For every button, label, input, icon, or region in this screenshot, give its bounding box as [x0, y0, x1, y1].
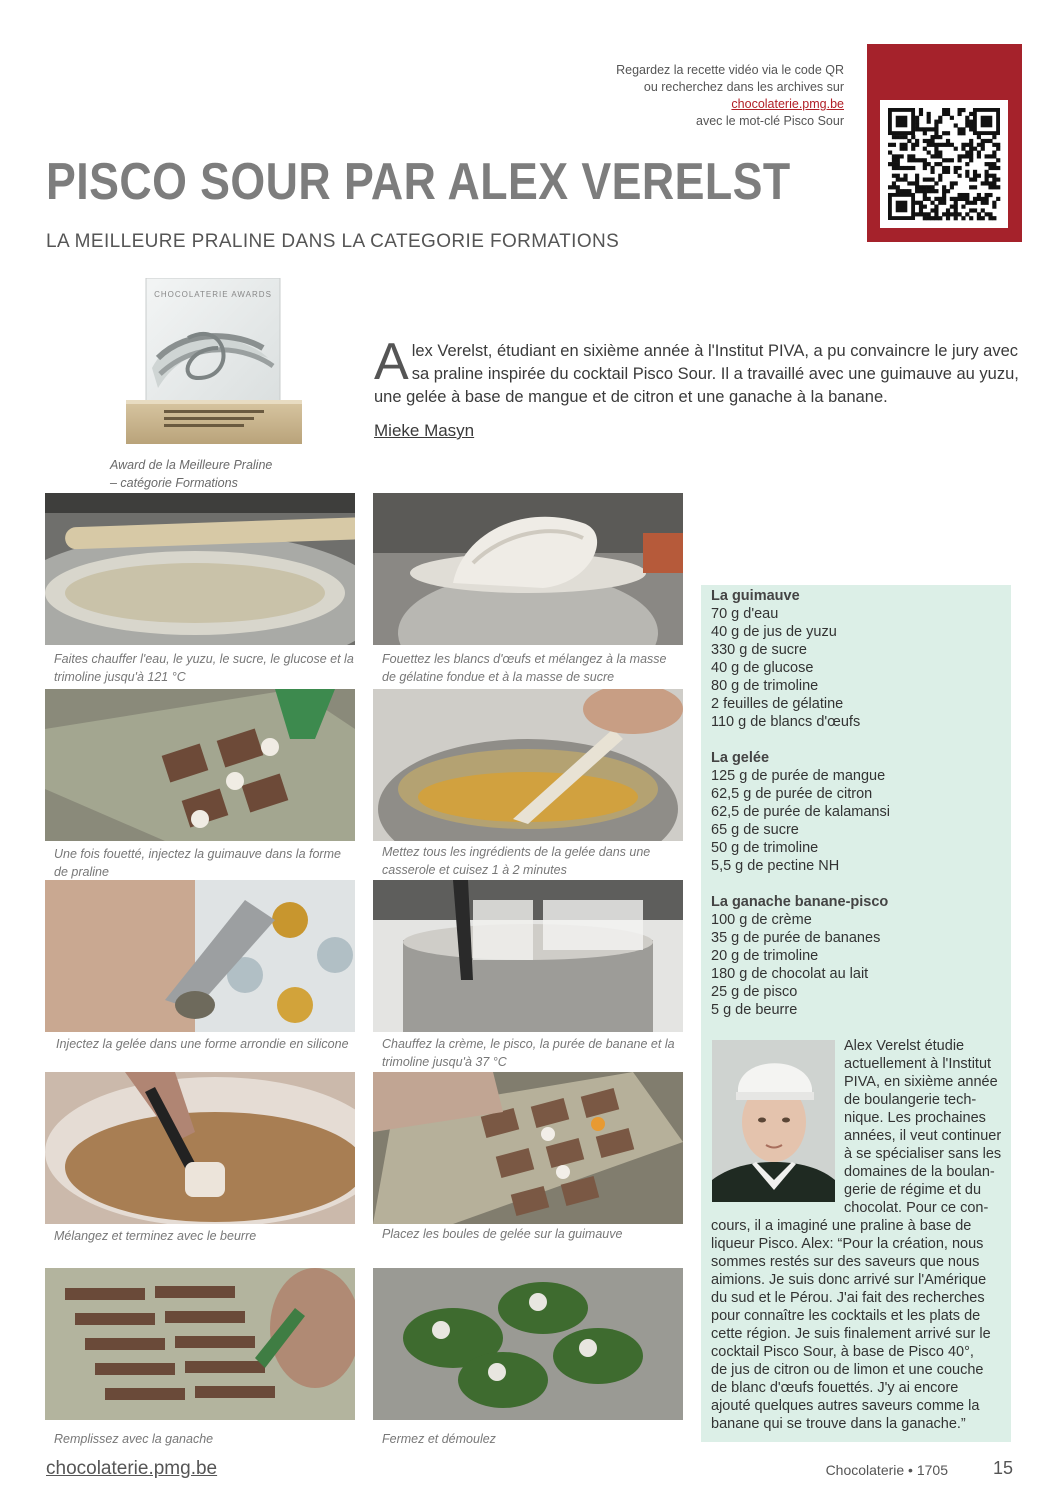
- ingredient: 125 g de purée de mangue: [711, 768, 886, 784]
- ingredient: 110 g de blancs d'œufs: [711, 714, 861, 730]
- bio-line: cours, il a imaginé une praline à base de: [711, 1218, 972, 1234]
- award-plaque-text: CHOCOLATERIE AWARDS: [154, 290, 272, 299]
- footer-url[interactable]: chocolaterie.pmg.be: [46, 1458, 218, 1479]
- bio-line: cocktail Pisco Sour, à base de Pisco 40°,: [711, 1344, 974, 1360]
- qr-code-graphic: [880, 100, 1008, 228]
- award-caption-line1: Award de la Meilleure Praline: [110, 458, 273, 472]
- ingredient: 70 g d'eau: [711, 606, 779, 622]
- bio-line: gerie de régime et du: [844, 1182, 982, 1198]
- qr-code[interactable]: [880, 100, 1008, 228]
- ingredient: 5 g de beurre: [711, 1002, 798, 1018]
- step-caption-1: Faites chauffer l'eau, le yuzu, le sucre, le glucose et la trimoline jusqu'à 121 °C: [54, 652, 354, 684]
- bio-line: années, il veut continuer: [844, 1128, 1002, 1144]
- recipe-group-title: La guimauve: [711, 588, 800, 604]
- ingredient: 65 g de sucre: [711, 822, 799, 838]
- ingredient: 62,5 de purée de kalamansi: [711, 804, 890, 820]
- bio-line: domaines de la boulan-: [844, 1164, 995, 1180]
- page-title: PISCO SOUR PAR ALEX VERELST: [46, 153, 791, 211]
- archive-link[interactable]: chocolaterie.pmg.be: [731, 97, 844, 111]
- bio-line: cette région. Je suis finalement arrivé sur le: [711, 1326, 991, 1342]
- step-photo-6: [373, 880, 683, 1032]
- step-caption-5: Injectez la gelée dans une forme arrondie en silicone: [56, 1037, 349, 1051]
- recipe-group-title: La gelée: [711, 750, 770, 766]
- ingredient: 20 g de trimoline: [711, 948, 819, 964]
- ingredient: 50 g de trimoline: [711, 840, 819, 856]
- bio-line: de boulangerie tech-: [844, 1092, 977, 1108]
- bio-line: actuellement à l'Institut: [844, 1056, 992, 1072]
- bio-line: liqueur Pisco. Alex: “Pour la création, nous: [711, 1236, 984, 1252]
- bio-line: nique. Les prochaines: [844, 1110, 986, 1126]
- step-caption-2: Fouettez les blancs d'œufs et mélangez à la masse de gélatine fondue et à la masse de sucre: [382, 652, 667, 684]
- award-image: [118, 278, 318, 446]
- step-caption-6: Chauffez la crème, le pisco, la purée de banane et la trimoline jusqu'à 37 °C: [382, 1037, 675, 1069]
- ingredient: 62,5 g de purée de citron: [711, 786, 873, 802]
- step-photo-1: [45, 493, 355, 645]
- drop-cap: A: [374, 333, 409, 391]
- bio-line: sommes restés sur des saveurs que nous: [711, 1254, 980, 1270]
- footer-magazine: Chocolaterie • 1705: [825, 1462, 948, 1478]
- bio-line: Alex Verelst étudie: [844, 1038, 965, 1054]
- step-photo-7: [45, 1072, 355, 1224]
- ingredient: 5,5 g de pectine NH: [711, 858, 840, 874]
- author-name[interactable]: Mieke Masyn: [374, 421, 475, 440]
- bio-line: de jus de citron ou de limon et une couche: [711, 1362, 984, 1378]
- step-caption-10: Fermez et démoulez: [382, 1432, 496, 1446]
- step-caption-8: Placez les boules de gelée sur la guimauve: [382, 1227, 623, 1241]
- page-number: 15: [993, 1458, 1014, 1478]
- award-caption-line2: – catégorie Formations: [110, 476, 238, 490]
- page-subtitle: LA MEILLEURE PRALINE DANS LA CATEGORIE FORMATIONS: [46, 231, 620, 252]
- student-bio: [711, 1037, 1004, 1433]
- ingredient: 100 g de crème: [711, 912, 812, 928]
- step-caption-4: Mettez tous les ingrédients de la gelée dans une casserole et cuisez 1 à 2 minutes: [382, 845, 651, 877]
- bio-line: aimions. Je suis donc arrivé sur l'Amérique: [711, 1272, 987, 1288]
- bio-line: pour connaître les cocktails et les plats de: [711, 1308, 981, 1324]
- step-photo-9: [45, 1268, 355, 1420]
- intro-paragraph: [374, 333, 1024, 409]
- bio-bottom: [711, 1217, 1004, 1433]
- recipe-list: [711, 587, 1006, 1029]
- step-caption-3: Une fois fouetté, injectez la guimauve dans la forme de praline: [54, 847, 341, 879]
- ingredient: 25 g de pisco: [711, 984, 798, 1000]
- bio-line: PIVA, en sixième année: [844, 1074, 998, 1090]
- step-photo-10: [373, 1268, 683, 1420]
- bio-top: [844, 1037, 1004, 1217]
- step-photo-2: [373, 493, 683, 645]
- ingredient: 330 g de sucre: [711, 642, 807, 658]
- bio-line: du sud et le Pérou. J'ai fait des recherches: [711, 1290, 985, 1306]
- qr-note-line2: ou recherchez dans les archives sur: [643, 80, 844, 94]
- recipe-group-guimauve: [711, 587, 1006, 731]
- bio-line: banane qui se trouve dans la ganache.”: [711, 1416, 966, 1432]
- ingredient: 40 g de glucose: [711, 660, 814, 676]
- recipe-group-ganache: [711, 893, 1006, 1019]
- ingredient: 80 g de trimoline: [711, 678, 819, 694]
- qr-note-line3: avec le mot-clé Pisco Sour: [696, 114, 844, 128]
- ingredient: 180 g de chocolat au lait: [711, 966, 869, 982]
- qr-note: [524, 62, 844, 130]
- ingredient: 35 g de purée de bananes: [711, 930, 881, 946]
- step-photo-8: [373, 1072, 683, 1224]
- step-photo-4: [373, 689, 683, 841]
- intro-text: lex Verelst, étudiant en sixième année à l'Institut PIVA, a pu convaincre le jury avec sa praline inspirée du cocktail Pisco Sour. Il a travaillé avec une guimauve au yuzu, une gelée à base de mangue et de citron et une ganache à la banane.: [374, 342, 1019, 406]
- step-caption-9: Remplissez avec la ganache: [54, 1432, 214, 1446]
- step-photo-5: [45, 880, 355, 1032]
- ingredient: 2 feuilles de gélatine: [711, 696, 844, 712]
- award-caption: [110, 456, 272, 492]
- step-photo-3: [45, 689, 355, 841]
- ingredient: 40 g de jus de yuzu: [711, 624, 837, 640]
- bio-line: à se spécialiser sans les: [844, 1146, 1002, 1162]
- recipe-group-title: La ganache banane-pisco: [711, 894, 889, 910]
- recipe-group-gelee: [711, 749, 1006, 875]
- qr-note-line1: Regardez la recette vidéo via le code QR: [616, 63, 844, 77]
- step-caption-7: Mélangez et terminez avec le beurre: [54, 1229, 257, 1243]
- bio-line: de blanc d'œufs fouettés. J'y ai encore: [711, 1380, 959, 1396]
- bio-line: ajouté quelques autres saveurs comme la: [711, 1398, 980, 1414]
- bio-line: chocolat. Pour ce con-: [844, 1200, 989, 1216]
